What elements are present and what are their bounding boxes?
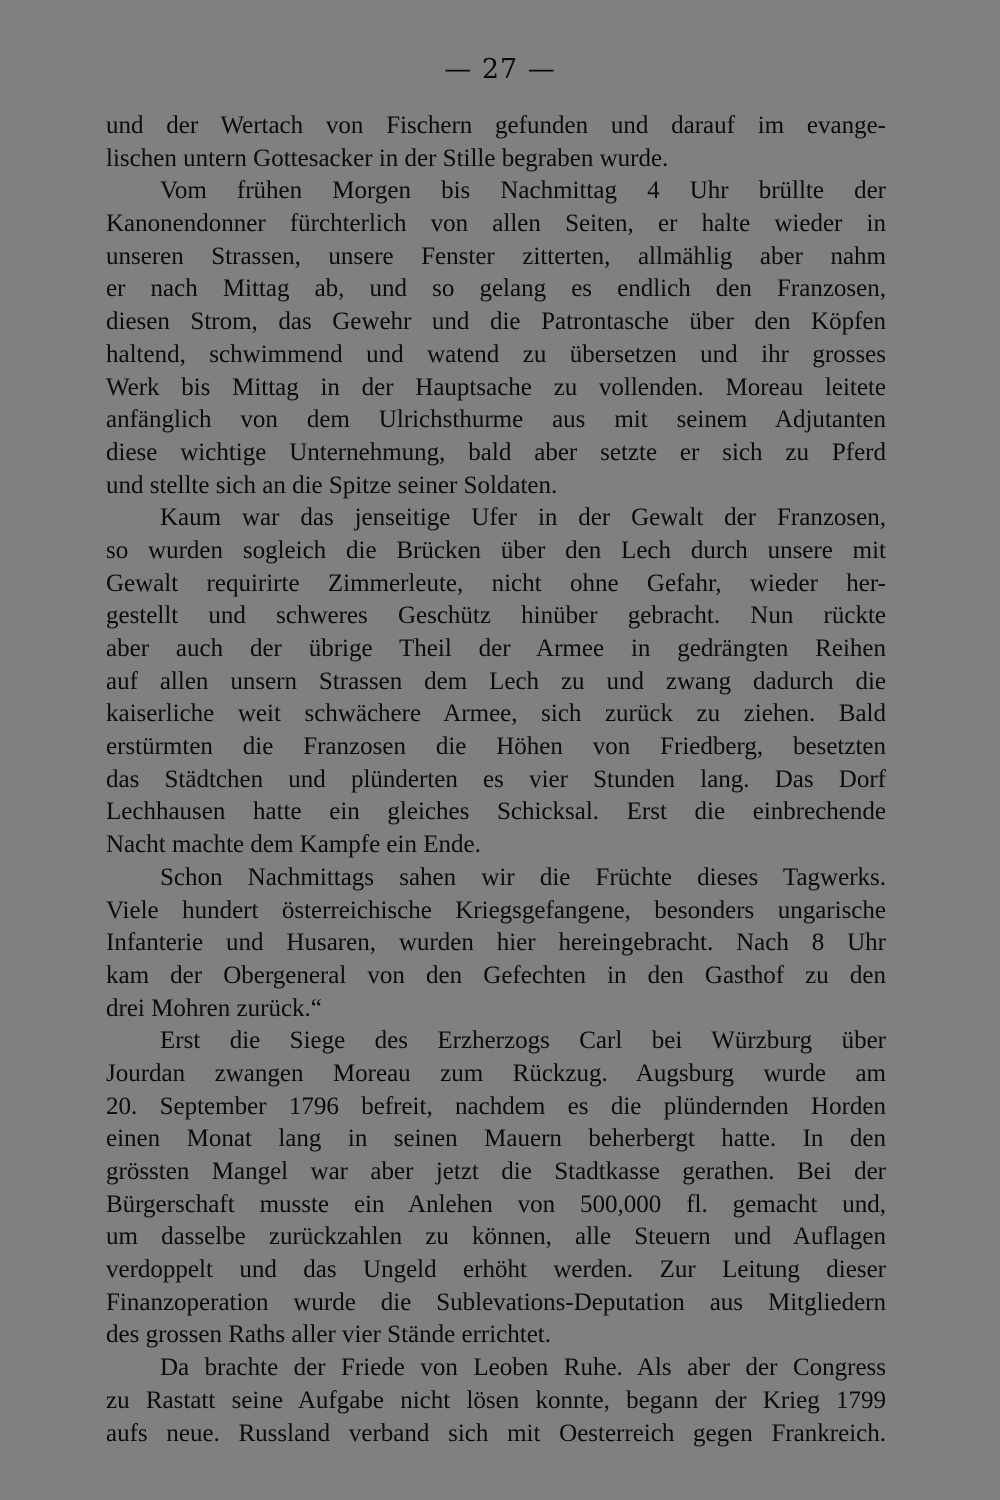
text-line: diese wichtige Unternehmung, bald aber setzte er sich zu Pferd	[106, 438, 886, 466]
page-number: — 27 —	[444, 54, 556, 85]
text-line: und der Wertach von Fischern gefunden und darauf im evange-	[106, 112, 886, 139]
text-line: drei Mohren zurück.“	[106, 994, 322, 1022]
text-line: Jourdan zwangen Moreau zum Rückzug. Augsburg wurde am	[106, 1059, 886, 1087]
text-line: und stellte sich an die Spitze seiner Soldaten.	[106, 471, 558, 499]
text-line: Infanterie und Husaren, wurden hier hereingebracht. Nach 8 Uhr	[106, 929, 886, 957]
text-line: Finanzoperation wurde die Sublevations-Deputation aus Mitgliedern	[106, 1288, 886, 1316]
text-line: aber auch der übrige Theil der Armee in gedrängten Reihen	[106, 635, 886, 662]
text-line: Kaum war das jenseitige Ufer in der Gewalt der Franzosen,	[160, 504, 886, 532]
text-line: unseren Strassen, unsere Fenster zitterten, allmählig aber nahm	[106, 242, 886, 270]
text-line: Lechhausen hatte ein gleiches Schicksal. Erst die einbrechende	[106, 798, 886, 826]
text-line: grössten Mangel war aber jetzt die Stadtkasse gerathen. Bei der	[106, 1158, 886, 1185]
text-line: Bürgerschaft musste ein Anlehen von 500,000 fl. gemacht und,	[106, 1190, 886, 1218]
body-text	[106, 110, 886, 1450]
text-line: das Städtchen und plünderten es vier Stunden lang. Das Dorf	[106, 765, 886, 793]
text-line: aufs neue. Russland verband sich mit Oesterreich gegen Frankreich.	[106, 1419, 886, 1447]
text-line: gestellt und schweres Geschütz hinüber gebracht. Nun rückte	[106, 602, 886, 630]
text-line: 20. September 1796 befreit, nachdem es die plündernden Horden	[106, 1092, 886, 1120]
text-line: lischen untern Gottesacker in der Stille begraben wurde.	[106, 144, 669, 172]
text-line: er nach Mittag ab, und so gelang es endlich den Franzosen,	[106, 275, 886, 303]
text-line: Kanonendonner fürchterlich von allen Seiten, er halte wieder in	[106, 210, 886, 238]
text-line: Schon Nachmittags sahen wir die Früchte dieses Tagwerks.	[160, 863, 886, 891]
text-line: Viele hundert österreichische Kriegsgefangene, besonders ungarische	[106, 896, 886, 924]
text-line: diesen Strom, das Gewehr und die Patrontasche über den Köpfen	[106, 308, 886, 336]
text-line: kam der Obergeneral von den Gefechten in den Gasthof zu den	[106, 961, 886, 989]
text-line: einen Monat lang in seinen Mauern beherbergt hatte. In den	[106, 1125, 886, 1153]
text-line: verdoppelt und das Ungeld erhöht werden. Zur Leitung dieser	[106, 1256, 886, 1284]
text-line: Erst die Siege des Erzherzogs Carl bei Würzburg über	[160, 1027, 886, 1055]
text-line: zu Rastatt seine Aufgabe nicht lösen konnte, begann der Krieg 1799	[106, 1386, 886, 1414]
text-line: Nacht machte dem Kampfe ein Ende.	[106, 831, 481, 859]
text-line: haltend, schwimmend und watend zu übersetzen und ihr grosses	[106, 340, 886, 368]
text-line: auf allen unsern Strassen dem Lech zu und zwang dadurch die	[106, 667, 886, 695]
text-line: anfänglich von dem Ulrichsthurme aus mit seinem Adjutanten	[106, 406, 886, 434]
text-line: um dasselbe zurückzahlen zu können, alle Steuern und Auflagen	[106, 1223, 886, 1251]
text-line: Da brachte der Friede von Leoben Ruhe. Als aber der Congress	[160, 1354, 886, 1382]
text-line: des grossen Raths aller vier Stände errichtet.	[106, 1321, 551, 1349]
text-line: Gewalt requirirte Zimmerleute, nicht ohne Gefahr, wieder her-	[106, 569, 886, 597]
text-line: Vom frühen Morgen bis Nachmittag 4 Uhr brüllte der	[160, 177, 886, 205]
text-line: erstürmten die Franzosen die Höhen von Friedberg, besetzten	[106, 733, 886, 761]
text-line: so wurden sogleich die Brücken über den Lech durch unsere mit	[106, 536, 886, 564]
text-line: Werk bis Mittag in der Hauptsache zu vollenden. Moreau leitete	[106, 373, 886, 401]
text-line: kaiserliche weit schwächere Armee, sich zurück zu ziehen. Bald	[106, 700, 886, 728]
